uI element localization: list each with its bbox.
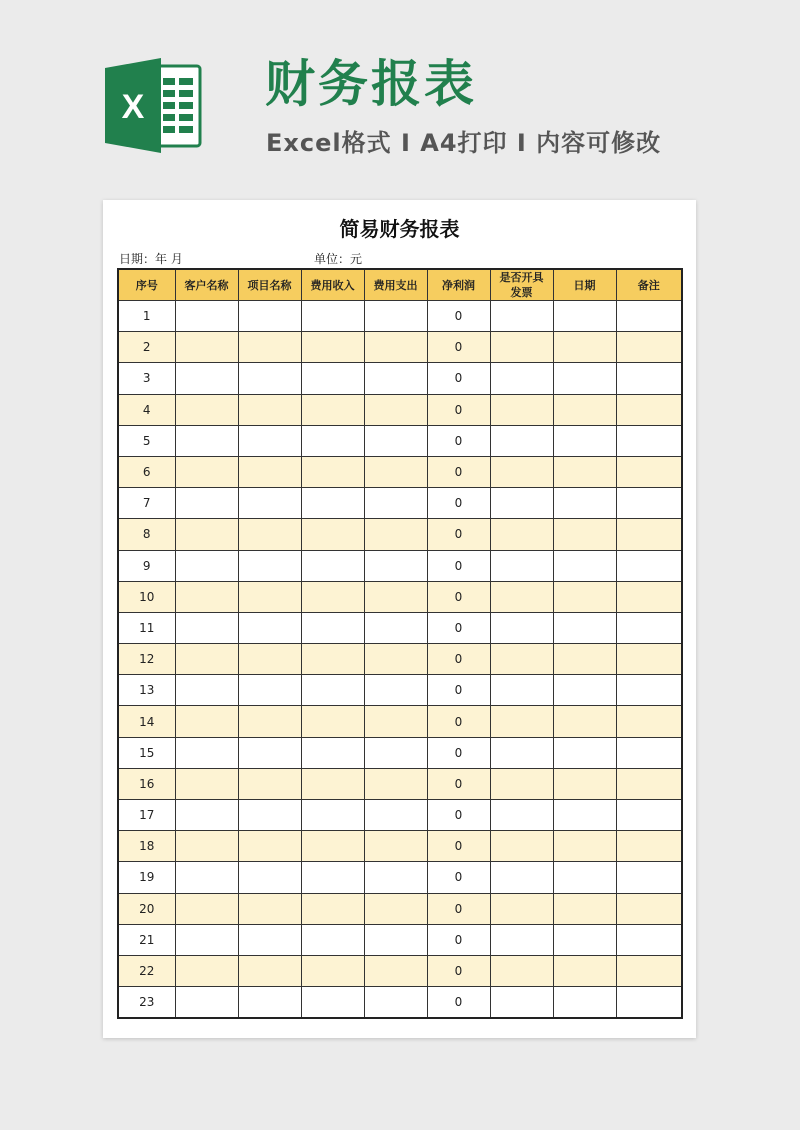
- income-cell[interactable]: [301, 519, 364, 550]
- table-row: [118, 800, 682, 831]
- net-profit-cell: 0: [427, 612, 490, 643]
- client-cell[interactable]: [175, 987, 238, 1019]
- net-profit-cell: 0: [427, 519, 490, 550]
- notes-cell[interactable]: [616, 332, 682, 363]
- client-cell[interactable]: [175, 301, 238, 332]
- table-row: [118, 550, 682, 581]
- expense-cell[interactable]: [364, 488, 427, 519]
- income-cell[interactable]: [301, 488, 364, 519]
- no-cell: 17: [118, 800, 175, 831]
- report-sheet: [103, 200, 696, 1038]
- expense-cell[interactable]: [364, 612, 427, 643]
- invoice-cell[interactable]: [490, 831, 553, 862]
- table-row: [118, 955, 682, 986]
- column-header-client: 客户名称: [175, 269, 238, 301]
- no-cell: 18: [118, 831, 175, 862]
- net-profit-cell: 0: [427, 800, 490, 831]
- client-cell[interactable]: [175, 363, 238, 394]
- table-row: [118, 924, 682, 955]
- project-cell[interactable]: [238, 363, 301, 394]
- date-cell[interactable]: [553, 768, 616, 799]
- project-cell[interactable]: [238, 924, 301, 955]
- page-header: [0, 0, 800, 200]
- page-subtitle: Excel格式 I A4打印 I 内容可修改: [266, 129, 662, 157]
- column-header-notes: 备注: [616, 269, 682, 301]
- no-cell: 4: [118, 394, 175, 425]
- project-cell[interactable]: [238, 706, 301, 737]
- client-cell[interactable]: [175, 425, 238, 456]
- unit-label: 单位：元: [314, 252, 363, 266]
- notes-cell[interactable]: [616, 612, 682, 643]
- expense-cell[interactable]: [364, 893, 427, 924]
- date-cell[interactable]: [553, 987, 616, 1019]
- net-profit-cell: 0: [427, 831, 490, 862]
- invoice-cell[interactable]: [490, 800, 553, 831]
- notes-cell[interactable]: [616, 550, 682, 581]
- date-cell[interactable]: [553, 831, 616, 862]
- table-row: [118, 301, 682, 332]
- no-cell: 23: [118, 987, 175, 1019]
- expense-cell[interactable]: [364, 332, 427, 363]
- client-cell[interactable]: [175, 394, 238, 425]
- no-cell: 21: [118, 924, 175, 955]
- client-cell[interactable]: [175, 519, 238, 550]
- no-cell: 16: [118, 768, 175, 799]
- date-cell[interactable]: [553, 675, 616, 706]
- income-cell[interactable]: [301, 737, 364, 768]
- notes-cell[interactable]: [616, 456, 682, 487]
- no-cell: 2: [118, 332, 175, 363]
- date-cell[interactable]: [553, 800, 616, 831]
- invoice-cell[interactable]: [490, 612, 553, 643]
- project-cell[interactable]: [238, 862, 301, 893]
- table-row: [118, 456, 682, 487]
- sheet-title: 简易财务报表: [339, 217, 460, 241]
- table-header-row: [118, 269, 682, 301]
- net-profit-cell: 0: [427, 644, 490, 675]
- invoice-cell[interactable]: [490, 955, 553, 986]
- date-cell[interactable]: [553, 581, 616, 612]
- table-row: [118, 519, 682, 550]
- expense-cell[interactable]: [364, 519, 427, 550]
- income-cell[interactable]: [301, 363, 364, 394]
- client-cell[interactable]: [175, 550, 238, 581]
- client-cell[interactable]: [175, 332, 238, 363]
- project-cell[interactable]: [238, 987, 301, 1019]
- net-profit-cell: 0: [427, 456, 490, 487]
- client-cell[interactable]: [175, 737, 238, 768]
- date-cell[interactable]: [553, 862, 616, 893]
- income-cell[interactable]: [301, 862, 364, 893]
- net-profit-cell: 0: [427, 394, 490, 425]
- expense-cell[interactable]: [364, 737, 427, 768]
- income-cell[interactable]: [301, 955, 364, 986]
- column-header-invoice: 是否开具发票: [490, 269, 553, 301]
- project-cell[interactable]: [238, 488, 301, 519]
- no-cell: 7: [118, 488, 175, 519]
- date-cell[interactable]: [553, 332, 616, 363]
- invoice-cell[interactable]: [490, 768, 553, 799]
- invoice-cell[interactable]: [490, 862, 553, 893]
- expense-cell[interactable]: [364, 456, 427, 487]
- income-cell[interactable]: [301, 612, 364, 643]
- date-cell[interactable]: [553, 644, 616, 675]
- excel-logo-icon: [103, 58, 203, 153]
- notes-cell[interactable]: [616, 394, 682, 425]
- expense-cell[interactable]: [364, 675, 427, 706]
- project-cell[interactable]: [238, 550, 301, 581]
- income-cell[interactable]: [301, 301, 364, 332]
- notes-cell[interactable]: [616, 519, 682, 550]
- invoice-cell[interactable]: [490, 550, 553, 581]
- net-profit-cell: 0: [427, 301, 490, 332]
- net-profit-cell: 0: [427, 581, 490, 612]
- notes-cell[interactable]: [616, 675, 682, 706]
- column-header-no: 序号: [118, 269, 175, 301]
- expense-cell[interactable]: [364, 987, 427, 1019]
- notes-cell[interactable]: [616, 581, 682, 612]
- income-cell[interactable]: [301, 456, 364, 487]
- no-cell: 13: [118, 675, 175, 706]
- net-profit-cell: 0: [427, 737, 490, 768]
- invoice-cell[interactable]: [490, 332, 553, 363]
- net-profit-cell: 0: [427, 363, 490, 394]
- invoice-cell[interactable]: [490, 737, 553, 768]
- net-profit-cell: 0: [427, 675, 490, 706]
- date-cell[interactable]: [553, 955, 616, 986]
- invoice-cell[interactable]: [490, 581, 553, 612]
- client-cell[interactable]: [175, 924, 238, 955]
- notes-cell[interactable]: [616, 768, 682, 799]
- client-cell[interactable]: [175, 955, 238, 986]
- notes-cell[interactable]: [616, 706, 682, 737]
- no-cell: 5: [118, 425, 175, 456]
- date-cell[interactable]: [553, 519, 616, 550]
- client-cell[interactable]: [175, 831, 238, 862]
- date-cell[interactable]: [553, 425, 616, 456]
- notes-cell[interactable]: [616, 924, 682, 955]
- invoice-cell[interactable]: [490, 425, 553, 456]
- income-cell[interactable]: [301, 332, 364, 363]
- client-cell[interactable]: [175, 675, 238, 706]
- client-cell[interactable]: [175, 862, 238, 893]
- project-cell[interactable]: [238, 644, 301, 675]
- date-cell[interactable]: [553, 612, 616, 643]
- expense-cell[interactable]: [364, 768, 427, 799]
- client-cell[interactable]: [175, 768, 238, 799]
- date-cell[interactable]: [553, 363, 616, 394]
- project-cell[interactable]: [238, 332, 301, 363]
- income-cell[interactable]: [301, 550, 364, 581]
- expense-cell[interactable]: [364, 581, 427, 612]
- project-cell[interactable]: [238, 456, 301, 487]
- invoice-cell[interactable]: [490, 893, 553, 924]
- invoice-cell[interactable]: [490, 644, 553, 675]
- no-cell: 14: [118, 706, 175, 737]
- no-cell: 1: [118, 301, 175, 332]
- report-table: [117, 268, 683, 1019]
- income-cell[interactable]: [301, 924, 364, 955]
- income-cell[interactable]: [301, 768, 364, 799]
- net-profit-cell: 0: [427, 862, 490, 893]
- net-profit-cell: 0: [427, 955, 490, 986]
- table-row: [118, 488, 682, 519]
- project-cell[interactable]: [238, 768, 301, 799]
- invoice-cell[interactable]: [490, 519, 553, 550]
- notes-cell[interactable]: [616, 862, 682, 893]
- table-row: [118, 425, 682, 456]
- income-cell[interactable]: [301, 987, 364, 1019]
- net-profit-cell: 0: [427, 924, 490, 955]
- project-cell[interactable]: [238, 893, 301, 924]
- expense-cell[interactable]: [364, 363, 427, 394]
- table-row: [118, 862, 682, 893]
- project-cell[interactable]: [238, 394, 301, 425]
- notes-cell[interactable]: [616, 644, 682, 675]
- table-row: [118, 987, 682, 1019]
- project-cell[interactable]: [238, 800, 301, 831]
- project-cell[interactable]: [238, 425, 301, 456]
- expense-cell[interactable]: [364, 862, 427, 893]
- table-row: [118, 737, 682, 768]
- income-cell[interactable]: [301, 706, 364, 737]
- invoice-cell[interactable]: [490, 301, 553, 332]
- project-cell[interactable]: [238, 612, 301, 643]
- no-cell: 9: [118, 550, 175, 581]
- table-row: [118, 332, 682, 363]
- table-row: [118, 612, 682, 643]
- income-cell[interactable]: [301, 800, 364, 831]
- client-cell[interactable]: [175, 456, 238, 487]
- invoice-cell[interactable]: [490, 456, 553, 487]
- net-profit-cell: 0: [427, 768, 490, 799]
- column-header-project: 项目名称: [238, 269, 301, 301]
- net-profit-cell: 0: [427, 706, 490, 737]
- expense-cell[interactable]: [364, 394, 427, 425]
- table-row: [118, 706, 682, 737]
- column-header-expense: 费用支出: [364, 269, 427, 301]
- date-cell[interactable]: [553, 924, 616, 955]
- expense-cell[interactable]: [364, 301, 427, 332]
- expense-cell[interactable]: [364, 924, 427, 955]
- invoice-cell[interactable]: [490, 675, 553, 706]
- date-cell[interactable]: [553, 301, 616, 332]
- invoice-cell[interactable]: [490, 488, 553, 519]
- table-row: [118, 675, 682, 706]
- net-profit-cell: 0: [427, 332, 490, 363]
- invoice-cell[interactable]: [490, 363, 553, 394]
- income-cell[interactable]: [301, 831, 364, 862]
- notes-cell[interactable]: [616, 955, 682, 986]
- notes-cell[interactable]: [616, 987, 682, 1019]
- client-cell[interactable]: [175, 488, 238, 519]
- no-cell: 15: [118, 737, 175, 768]
- notes-cell[interactable]: [616, 363, 682, 394]
- table-row: [118, 644, 682, 675]
- net-profit-cell: 0: [427, 550, 490, 581]
- net-profit-cell: 0: [427, 893, 490, 924]
- notes-cell[interactable]: [616, 893, 682, 924]
- table-row: [118, 581, 682, 612]
- expense-cell[interactable]: [364, 831, 427, 862]
- notes-cell[interactable]: [616, 831, 682, 862]
- no-cell: 10: [118, 581, 175, 612]
- no-cell: 12: [118, 644, 175, 675]
- notes-cell[interactable]: [616, 737, 682, 768]
- date-cell[interactable]: [553, 737, 616, 768]
- expense-cell[interactable]: [364, 706, 427, 737]
- notes-cell[interactable]: [616, 301, 682, 332]
- client-cell[interactable]: [175, 800, 238, 831]
- date-cell[interactable]: [553, 706, 616, 737]
- column-header-income: 费用收入: [301, 269, 364, 301]
- table-row: [118, 363, 682, 394]
- client-cell[interactable]: [175, 706, 238, 737]
- notes-cell[interactable]: [616, 800, 682, 831]
- client-cell[interactable]: [175, 644, 238, 675]
- client-cell[interactable]: [175, 893, 238, 924]
- project-cell[interactable]: [238, 581, 301, 612]
- project-cell[interactable]: [238, 519, 301, 550]
- no-cell: 8: [118, 519, 175, 550]
- expense-cell[interactable]: [364, 644, 427, 675]
- date-cell[interactable]: [553, 550, 616, 581]
- net-profit-cell: 0: [427, 425, 490, 456]
- invoice-cell[interactable]: [490, 706, 553, 737]
- expense-cell[interactable]: [364, 550, 427, 581]
- no-cell: 22: [118, 955, 175, 986]
- invoice-cell[interactable]: [490, 924, 553, 955]
- no-cell: 6: [118, 456, 175, 487]
- excel-logo-letter: X: [121, 88, 145, 126]
- no-cell: 19: [118, 862, 175, 893]
- no-cell: 3: [118, 363, 175, 394]
- date-cell[interactable]: [553, 488, 616, 519]
- project-cell[interactable]: [238, 301, 301, 332]
- table-body: [118, 301, 682, 1019]
- client-cell[interactable]: [175, 581, 238, 612]
- expense-cell[interactable]: [364, 800, 427, 831]
- column-header-date: 日期: [553, 269, 616, 301]
- table-row: [118, 768, 682, 799]
- project-cell[interactable]: [238, 955, 301, 986]
- date-cell[interactable]: [553, 893, 616, 924]
- project-cell[interactable]: [238, 737, 301, 768]
- income-cell[interactable]: [301, 394, 364, 425]
- income-cell[interactable]: [301, 425, 364, 456]
- income-cell[interactable]: [301, 644, 364, 675]
- income-cell[interactable]: [301, 581, 364, 612]
- table-row: [118, 394, 682, 425]
- date-label: 日期：年 月: [119, 252, 183, 266]
- notes-cell[interactable]: [616, 425, 682, 456]
- income-cell[interactable]: [301, 675, 364, 706]
- notes-cell[interactable]: [616, 488, 682, 519]
- page-title: 财务报表: [265, 55, 477, 113]
- net-profit-cell: 0: [427, 987, 490, 1019]
- client-cell[interactable]: [175, 612, 238, 643]
- date-cell[interactable]: [553, 456, 616, 487]
- table-row: [118, 831, 682, 862]
- no-cell: 20: [118, 893, 175, 924]
- project-cell[interactable]: [238, 831, 301, 862]
- invoice-cell[interactable]: [490, 987, 553, 1019]
- no-cell: 11: [118, 612, 175, 643]
- net-profit-cell: 0: [427, 488, 490, 519]
- invoice-cell[interactable]: [490, 394, 553, 425]
- project-cell[interactable]: [238, 675, 301, 706]
- date-cell[interactable]: [553, 394, 616, 425]
- expense-cell[interactable]: [364, 955, 427, 986]
- income-cell[interactable]: [301, 893, 364, 924]
- column-header-net-profit: 净利润: [427, 269, 490, 301]
- expense-cell[interactable]: [364, 425, 427, 456]
- table-row: [118, 893, 682, 924]
